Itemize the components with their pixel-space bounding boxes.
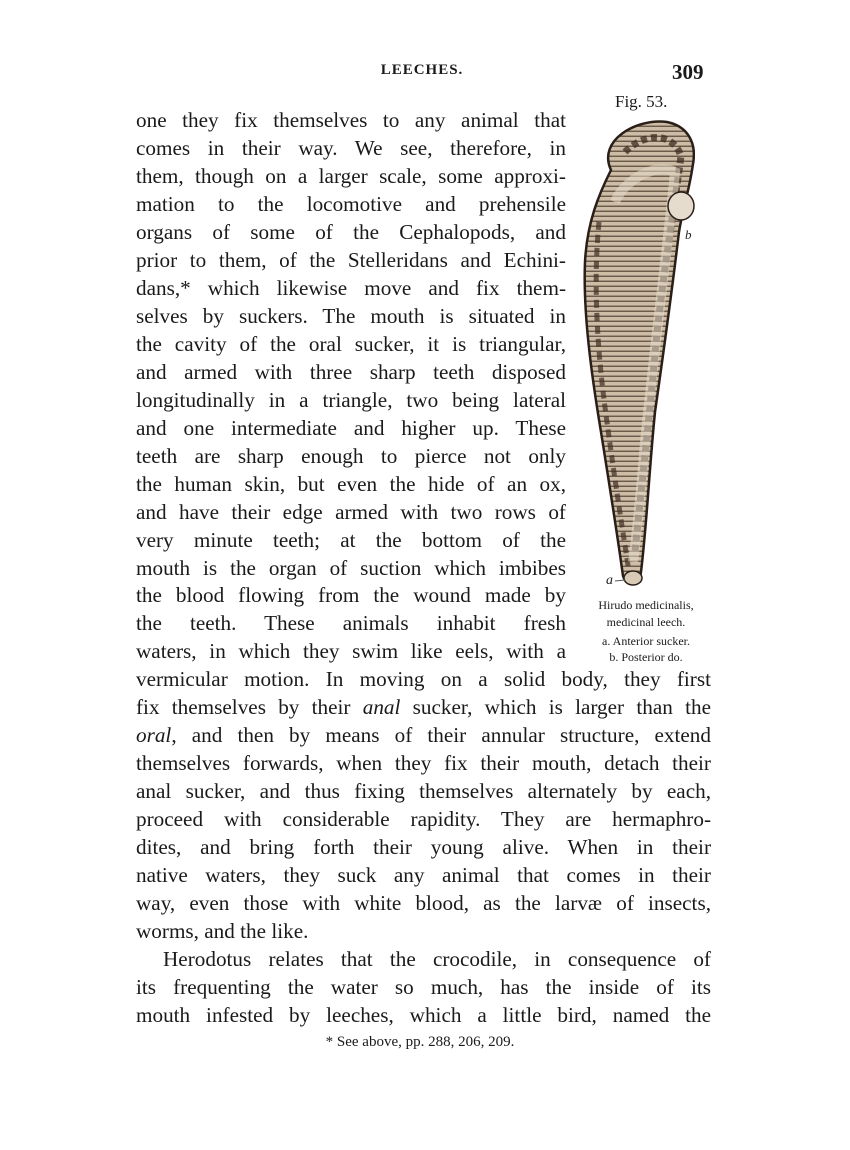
figure-letter-a: a xyxy=(606,573,613,588)
body-line: vermicular motion. In moving on a solid body, they first xyxy=(136,667,711,691)
paragraph-2-line: its frequenting the water so much, has the inside of its xyxy=(136,975,711,999)
italic-word-anal: anal xyxy=(362,695,401,719)
body-line: prior to them, of the Stelleridans and Echini- xyxy=(136,248,566,272)
caption-legend-b: b. Posterior do. xyxy=(609,650,683,664)
body-line: very minute teeth; at the bottom of the xyxy=(136,528,566,552)
pointer-line-a xyxy=(615,580,625,581)
running-title: LEECHES. xyxy=(380,62,464,78)
body-line: way, even those with white blood, as the larvæ of insects, xyxy=(136,891,711,915)
body-line: native waters, they suck any animal that comes in their xyxy=(136,863,711,887)
paragraph-2-line: Herodotus relates that the crocodile, in consequence of xyxy=(163,947,711,971)
text-run: sucker, which is larger than the xyxy=(400,695,711,719)
figure-letter-b: b xyxy=(685,227,692,242)
footnote: * See above, pp. 288, 206, 209. xyxy=(325,1034,515,1050)
paragraph-2-line: mouth infested by leeches, which a little bird, named the xyxy=(136,1003,711,1027)
body-line-with-italic xyxy=(136,721,711,749)
body-line: anal sucker, and thus fixing themselves alternately by each, xyxy=(136,779,711,803)
body-line-with-italic xyxy=(136,693,711,721)
body-line: waters, in which they swim like eels, with a xyxy=(136,639,566,663)
body-line: comes in their way. We see, therefore, in xyxy=(136,136,566,160)
caption-common-name: medicinal leech. xyxy=(606,615,686,629)
body-line: longitudinally in a triangle, two being lateral xyxy=(136,388,566,412)
anterior-sucker xyxy=(624,571,642,585)
text-run: fix themselves by their xyxy=(136,695,363,719)
caption-legend-a: a. Anterior sucker. xyxy=(602,634,690,648)
body-line: dites, and bring forth their young alive. When in their xyxy=(136,835,711,859)
body-line: mation to the locomotive and prehensile xyxy=(136,192,566,216)
italic-word-oral: oral xyxy=(136,723,172,747)
body-line: teeth are sharp enough to pierce not only xyxy=(136,444,566,468)
body-line: organs of some of the Cephalopods, and xyxy=(136,220,566,244)
posterior-sucker xyxy=(668,192,694,220)
body-line: and armed with three sharp teeth disposed xyxy=(136,360,566,384)
body-line: the teeth. These animals inhabit fresh xyxy=(136,611,566,635)
body-line: one they fix themselves to any animal that xyxy=(136,108,566,132)
body-line: and one intermediate and higher up. These xyxy=(136,416,566,440)
body-line: them, though on a larger scale, some approxi- xyxy=(136,164,566,188)
body-line: worms, and the like. xyxy=(136,919,309,943)
leech-illustration xyxy=(575,112,695,592)
body-line: and have their edge armed with two rows of xyxy=(136,500,566,524)
body-line: themselves forwards, when they fix their mouth, detach their xyxy=(136,751,711,775)
body-line: the blood flowing from the wound made by xyxy=(136,583,566,607)
body-line: the cavity of the oral sucker, it is triangular, xyxy=(136,332,566,356)
page-number: 309 xyxy=(672,60,704,84)
body-line: dans,* which likewise move and fix them- xyxy=(136,276,566,300)
body-line: mouth is the organ of suction which imbibes xyxy=(136,556,566,580)
figure-label: Fig. 53. xyxy=(615,92,668,111)
caption-species: Hirudo medicinalis, xyxy=(598,598,694,612)
body-line: the human skin, but even the hide of an ox, xyxy=(136,472,566,496)
body-line: selves by suckers. The mouth is situated in xyxy=(136,304,566,328)
text-run: , and then by means of their annular structure, extend xyxy=(171,723,711,747)
body-line: proceed with considerable rapidity. They are hermaphro- xyxy=(136,807,711,831)
